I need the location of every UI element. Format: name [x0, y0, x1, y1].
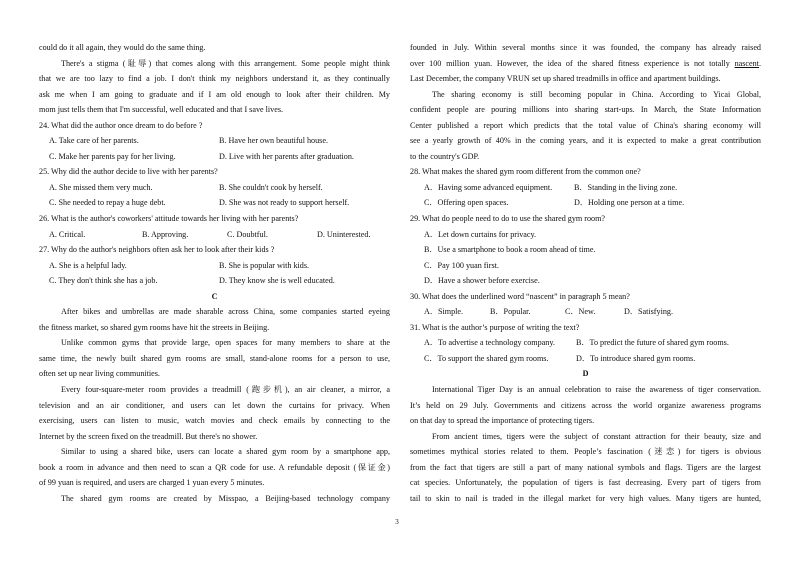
text-line: From ancient times, tigers were the subject of constant attraction for their beauty, size and: [432, 431, 761, 441]
text-line: on that day to spread the importance of protecting tigers.: [410, 416, 595, 426]
question-29: [410, 211, 761, 289]
text-line: that we are too lazy to find a job. I don't think my neighbors understand it, as they continually: [39, 74, 390, 84]
option-d: D. She was not ready to support herself.: [219, 198, 350, 208]
option-d: D．Holding one person at a time.: [574, 198, 685, 208]
paragraph-c5: The shared gym rooms are created by Misspao, a Beijing-based technology company: [61, 493, 390, 503]
question-26: [39, 211, 390, 242]
option-b: B．Popular.: [490, 307, 531, 317]
text-line: to the country's GDP.: [410, 151, 480, 161]
question-27: [39, 242, 390, 289]
question-stem: 24. What did the author once dream to do before ?: [39, 120, 203, 130]
text-line: confident people are pouring millions into sharing start-ups. In March, the State Information: [410, 105, 761, 115]
text-line: same time, the newly built shared gym rooms are small, stand-alone rooms for a person to use,: [39, 353, 390, 363]
option-d: D．Have a shower before exercise.: [424, 276, 540, 286]
paragraph-b-ending: could do it all again, they would do the same thing.: [39, 43, 206, 52]
option-row: [410, 195, 761, 211]
option-c: C. They don't think she has a job.: [49, 276, 158, 286]
option-a: A．Let down curtains for privacy.: [424, 229, 537, 239]
option-b: B．Standing in the living zone.: [574, 182, 678, 192]
option-row: [39, 195, 390, 211]
text-line: After bikes and umbrellas are made sharable across China, some companies started eyeing: [61, 307, 390, 317]
right-column: [410, 40, 761, 506]
option-b: B. Have her own beautiful house.: [219, 136, 328, 146]
option-d: D. Uninterested.: [317, 229, 371, 239]
paragraph-c3: [39, 382, 390, 444]
option-row: [39, 149, 390, 165]
option-row: [39, 258, 390, 274]
option-c: C. Doubtful.: [227, 229, 268, 239]
option-a: A. Take care of her parents.: [49, 136, 139, 146]
option-row: [39, 133, 390, 149]
text-line: cat species. Unfortunately, the population of tigers is fast decreasing. Every part of tigers from: [410, 478, 761, 488]
option-d: D. They know she is well educated.: [219, 276, 335, 286]
question-28: [410, 164, 761, 211]
option-c: C．To support the shared gym rooms.: [424, 353, 549, 363]
text-line: Every four-square-meter room provides a treadmill (跑步机), an air cleaner, a mirror, a: [61, 385, 390, 395]
option-b: B. She is popular with kids.: [219, 260, 310, 270]
option-d: D．Satisfying.: [624, 307, 673, 317]
text-line: ask me when I am going to graduate and if I am old enough to look after their children. My: [39, 89, 390, 99]
question-stem: 26. What is the author's coworkers' attitude towards her living with her parents?: [39, 214, 299, 224]
option-a: A. She missed them very much.: [49, 182, 153, 192]
option-c: C. She needed to repay a huge debt.: [49, 198, 166, 208]
text-line: [410, 56, 761, 72]
paragraph-stigma: [39, 56, 390, 118]
option-c: C. Make her parents pay for her living.: [49, 151, 176, 161]
option-c: C．Pay 100 yuan first.: [424, 260, 499, 270]
text-line: television and an air conditioner, and users can let down the curtains for privacy. When: [39, 400, 390, 410]
question-25: [39, 164, 390, 211]
left-column: [39, 40, 390, 506]
text-line: Unlike common gyms that provide large, open spaces for many members to share at the: [61, 338, 390, 348]
text-line: see a yearly growth of 40% in the coming years, and it is expected to make a great contribution: [410, 136, 761, 146]
section-heading-c: C: [211, 291, 218, 301]
option-d: D. Live with her parents after graduation.: [219, 151, 354, 161]
text-line: of 99 yuan is required, and users are charged 1 yuan every 5 minutes.: [39, 478, 265, 488]
question-stem: 31. What is the author’s purpose of writing the text?: [410, 322, 580, 332]
option-row: [39, 273, 390, 289]
question-stem: 28. What makes the shared gym room different from the common one?: [410, 167, 641, 177]
option-row: [410, 304, 761, 320]
option-a: A．Having some advanced equipment.: [424, 182, 553, 192]
option-b: B. Approving.: [142, 229, 189, 239]
text-line: The sharing economy is still becoming popular in China. According to Yicai Global,: [432, 89, 761, 99]
section-heading-d: D: [582, 369, 589, 379]
option-row: [410, 335, 761, 351]
text-line: mom just tells them that I'm successful, well educated and that I save lives.: [39, 105, 284, 115]
option-a: A. Critical.: [49, 229, 86, 239]
option-a: A．To advertise a technology company.: [424, 338, 555, 348]
text-line: Similar to using a shared bike, users can locate a shared gym room by a smartphone app,: [61, 447, 390, 457]
question-24: [39, 118, 390, 165]
question-30: [410, 289, 761, 320]
question-stem: 27. Why do the author's neighbors often ask her to look after their kids ?: [39, 245, 275, 255]
paragraph-d2: [410, 429, 761, 507]
option-row: [410, 351, 761, 367]
option-c: C．Offering open spaces.: [424, 198, 509, 208]
text-segment: over 100 million yuan. However, the idea of the shared fitness experience is not totally: [410, 58, 735, 68]
text-line: International Tiger Day is an annual celebration to raise the awareness of tiger conservation.: [432, 385, 761, 395]
text-line: Last December, the company VRUN set up shared treadmills in office and apartment buildings.: [410, 74, 721, 84]
text-line: tail to skin to nail is traded in the illegal market for very high values. Many tigers are hunted,: [410, 493, 761, 503]
option-d: D．To introduce shared gym rooms.: [576, 353, 696, 363]
question-stem: 30. What does the underlined word “nascent” in paragraph 5 mean?: [410, 291, 630, 301]
underlined-word-nascent: nascent: [734, 58, 759, 68]
text-segment: .: [758, 58, 761, 68]
paragraph-c4: [39, 444, 390, 491]
text-line: Center published a report which predicts that the total value of China's sharing economy will: [410, 120, 761, 130]
option-c: C．New.: [565, 307, 596, 317]
paragraph-c2: [39, 335, 390, 382]
question-stem: 29. What do people need to do to use the shared gym room?: [410, 214, 606, 224]
option-b: B．To predict the future of shared gym rooms.: [576, 338, 729, 348]
option-row: [39, 227, 390, 243]
paragraph-c1: [39, 304, 390, 335]
paragraph-sharing-economy: [410, 87, 761, 165]
text-line: book a room in advance and then need to scan a QR code for use. A refundable deposit (保证金): [39, 462, 390, 472]
text-line: sometimes mythical stories related to them. People’s fascination (迷恋) for tigers is obvious: [410, 447, 761, 457]
paragraph-d1: [410, 382, 761, 429]
text-line: often set up near living communities.: [39, 369, 160, 379]
text-line: founded in July. Within several months since it was founded, the company has already raised: [410, 43, 761, 52]
option-a: A. She is a helpful lady.: [49, 260, 127, 270]
option-b: B．Use a smartphone to book a room ahead of time.: [424, 245, 596, 255]
question-stem: 25. Why did the author decide to live with her parents?: [39, 167, 218, 177]
option-a: A．Simple.: [424, 307, 464, 317]
text-line: There's a stigma (耻辱) that comes along with this arrangement. Some people might think: [61, 58, 390, 68]
page-number: 3: [395, 518, 399, 526]
text-line: the fitness market, so shared gym rooms have hit the streets in Beijing.: [39, 322, 270, 332]
option-row: [39, 180, 390, 196]
paragraph-c5-continued: [410, 40, 761, 87]
text-line: from the fact that tigers are still a part of many national symbols and flags. Tigers are the largest: [410, 462, 761, 472]
question-31: [410, 320, 761, 367]
option-row: [410, 180, 761, 196]
text-line: Internet by the screen fixed on the treadmill. But there's no shower.: [39, 431, 258, 441]
option-b: B. She couldn't cook by herself.: [219, 182, 323, 192]
text-line: It’s held on 29 July. Governments and citizens across the world organize awareness programs: [410, 400, 761, 410]
text-line: exercising, users can listen to music, watch movies and check emails by connecting to the: [39, 416, 390, 426]
